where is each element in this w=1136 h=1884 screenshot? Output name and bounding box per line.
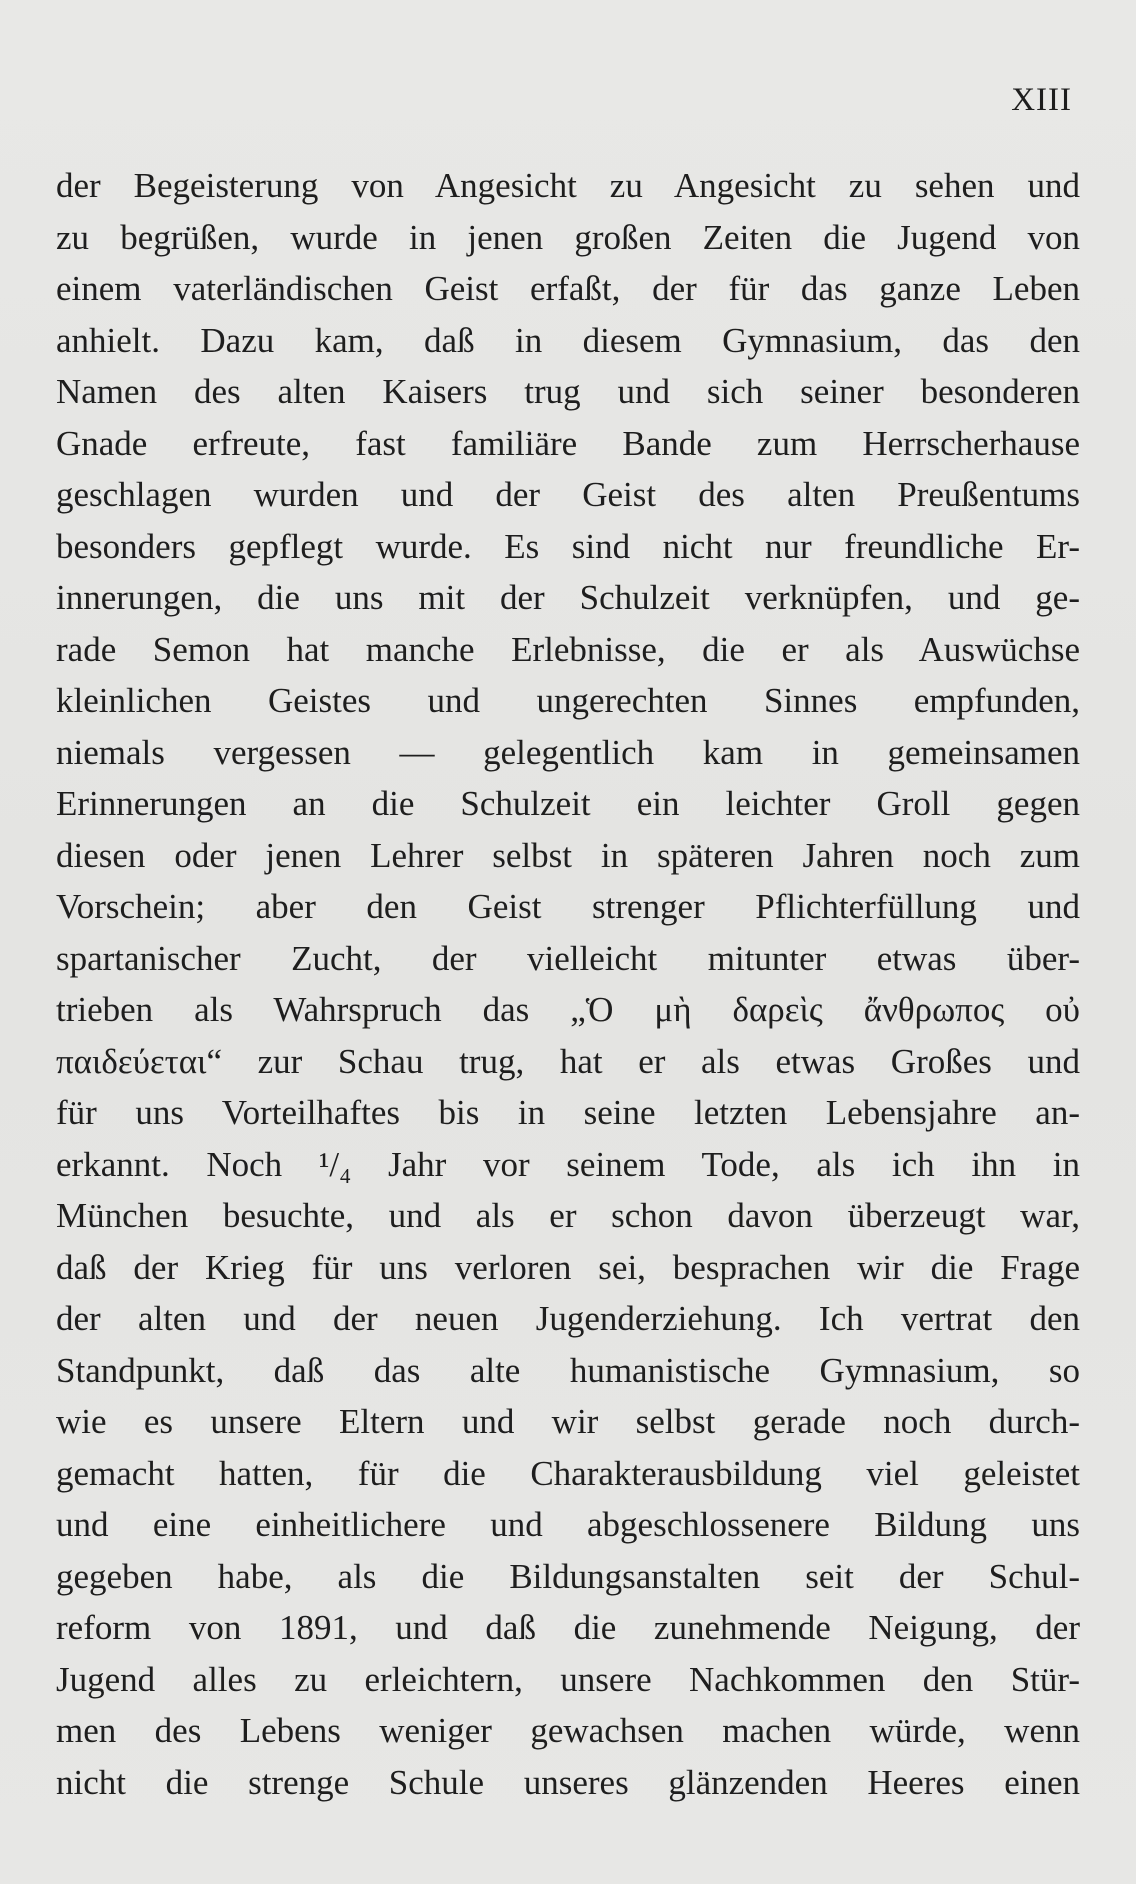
text-line: geschlagen wurden und der Geist des alten Preußentums — [56, 475, 1080, 514]
text-line: παιδεύεται“ zur Schau trug, hat er als etwas Großes und — [56, 1041, 1080, 1081]
text-line: Standpunkt, daß das alte humanistische Gymnasium, so — [56, 1350, 1080, 1390]
page-number: XIII — [1011, 82, 1072, 118]
text-line: Namen des alten Kaisers trug und sich seiner besonderen — [56, 372, 1080, 411]
text-line: der alten und der neuen Jugenderziehung. Ich vertrat den — [56, 1299, 1080, 1338]
text-line: wie es unsere Eltern und wir selbst gerade noch durch- — [56, 1402, 1080, 1441]
text-line: niemals vergessen — gelegentlich kam in gemeinsamen — [56, 732, 1080, 772]
text-line: nicht die strenge Schule unseres glänzenden Heeres einen — [56, 1762, 1080, 1802]
text-line: daß der Krieg für uns verloren sei, besprachen wir die Frage — [56, 1247, 1080, 1287]
text-line: Erinnerungen an die Schulzeit ein leichter Groll gegen — [56, 784, 1080, 823]
text-line: und eine einheitlichere und abgeschlossenere Bildung uns — [56, 1505, 1080, 1544]
text-line: einem vaterländischen Geist erfaßt, der für das ganze Leben — [56, 269, 1080, 308]
text-line: gemacht hatten, für die Charakterausbildung viel geleistet — [56, 1453, 1080, 1493]
text-line: zu begrüßen, wurde in jenen großen Zeiten die Jugend von — [56, 217, 1080, 257]
text-line: Vorschein; aber den Geist strenger Pflichterfüllung und — [56, 887, 1080, 926]
text-line: diesen oder jenen Lehrer selbst in späteren Jahren noch zum — [56, 835, 1080, 875]
text-line: spartanischer Zucht, der vielleicht mitunter etwas über- — [56, 938, 1080, 978]
text-line: München besuchte, und als er schon davon überzeugt war, — [56, 1196, 1080, 1235]
text-line: Gnade erfreute, fast familiäre Bande zum Herrscherhause — [56, 423, 1080, 463]
text-line: reform von 1891, und daß die zunehmende Neigung, der — [56, 1608, 1080, 1647]
body-text — [56, 160, 1080, 1808]
text-line: innerungen, die uns mit der Schulzeit verknüpfen, und ge- — [56, 578, 1080, 617]
text-line: gegeben habe, als die Bildungsanstalten seit der Schul- — [56, 1556, 1080, 1596]
text-line: besonders gepflegt wurde. Es sind nicht nur freundliche Er- — [56, 526, 1080, 566]
text-line: kleinlichen Geistes und ungerechten Sinnes empfunden, — [56, 681, 1080, 720]
text-line: der Begeisterung von Angesicht zu Angesicht zu sehen und — [56, 166, 1080, 205]
text-line: men des Lebens weniger gewachsen machen würde, wenn — [56, 1711, 1080, 1750]
text-line: rade Semon hat manche Erlebnisse, die er als Auswüchse — [56, 629, 1080, 669]
text-line: Jugend alles zu erleichtern, unsere Nachkommen den Stür- — [56, 1659, 1080, 1699]
text-line: für uns Vorteilhaftes bis in seine letzten Lebensjahre an- — [56, 1093, 1080, 1132]
text-line: anhielt. Dazu kam, daß in diesem Gymnasium, das den — [56, 320, 1080, 360]
text-line: erkannt. Noch ¹/₄ Jahr vor seinem Tode, als ich ihn in — [56, 1144, 1080, 1184]
text-line: trieben als Wahrspruch das „Ὁ μὴ δαρεὶς ἄνθρωπος οὐ — [56, 990, 1080, 1029]
